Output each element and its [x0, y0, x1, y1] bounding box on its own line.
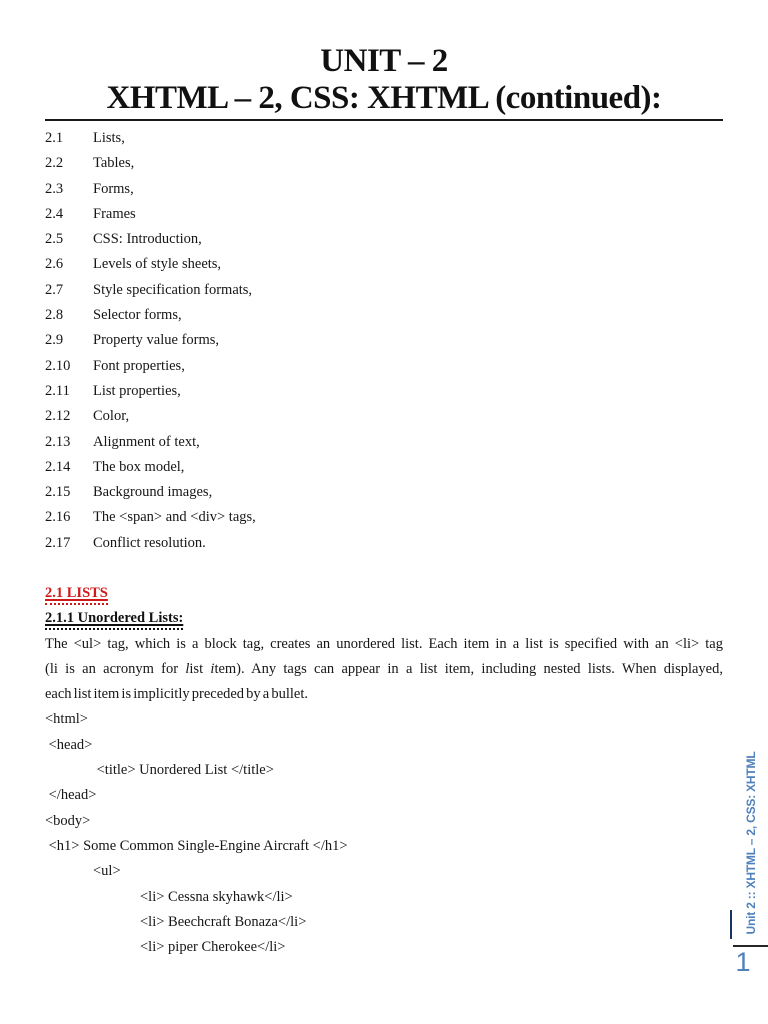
section-heading-unordered-lists: 2.1.1 Unordered Lists: — [45, 606, 723, 631]
toc-row — [45, 480, 723, 505]
toc-row — [45, 404, 723, 429]
code-line: </head> — [45, 787, 97, 804]
code-line: <html> — [45, 711, 88, 728]
toc-item-number: 2.6 — [45, 256, 64, 273]
paragraph-line — [45, 632, 723, 657]
paragraph-line — [45, 657, 723, 682]
toc-row — [45, 354, 723, 379]
toc-row — [45, 531, 723, 556]
toc-item-label: Conflict resolution. — [93, 534, 206, 551]
body-text: each list item is implicitly preceded by a bullet. — [45, 686, 309, 703]
sidebar-tick-line — [730, 910, 732, 939]
toc-item-number: 2.5 — [45, 231, 64, 248]
toc-item-number: 2.2 — [45, 155, 64, 172]
body-text: ist — [189, 660, 211, 677]
toc-row — [45, 455, 723, 480]
italic-text: l — [185, 660, 190, 677]
toc-row — [45, 126, 723, 151]
toc-item-label: Background images, — [93, 484, 213, 501]
toc-item-number: 2.1 — [45, 130, 64, 146]
paragraph-line — [45, 682, 723, 707]
toc-row — [45, 227, 723, 252]
toc-row — [45, 379, 723, 404]
unit-title: UNIT – 2 — [320, 43, 448, 79]
toc-row — [45, 177, 723, 202]
toc-row — [45, 303, 723, 328]
code-line: <ul> — [93, 863, 121, 880]
code-line: <title> Unordered List </title> — [93, 762, 274, 779]
body-text: The <ul> tag, which is a block tag, creates an unordered list. Each item in a list is specified with an <li> tag — [45, 635, 723, 652]
page-number: 1 — [735, 947, 751, 977]
toc-item-number: 2.7 — [45, 281, 64, 298]
toc-item-number: 2.17 — [45, 534, 71, 551]
code-line: <li> Beechcraft Bonaza</li> — [140, 913, 307, 930]
title-block — [45, 43, 723, 121]
toc-item-number: 2.10 — [45, 357, 71, 374]
toc-item-label: Lists, — [93, 130, 125, 146]
sidebar-rotated-caption: Unit 2 :: XHTML – 2, CSS: XHTML — [744, 751, 758, 935]
toc-item-label: Frames — [93, 205, 136, 222]
body-text: (li is an acronym for — [45, 660, 186, 677]
code-line: <head> — [45, 736, 93, 753]
toc-item-number: 2.9 — [45, 332, 64, 349]
toc-item-label: Selector forms, — [93, 307, 182, 324]
toc-item-label: Forms, — [93, 180, 134, 197]
toc-row — [45, 430, 723, 455]
toc-item-label: Property value forms, — [93, 332, 220, 349]
toc-row — [45, 252, 723, 277]
toc-item-number: 2.12 — [45, 408, 71, 425]
toc-item-number: 2.11 — [45, 382, 70, 399]
toc-item-number: 2.14 — [45, 458, 71, 475]
toc-item-label: Font properties, — [93, 357, 185, 374]
code-line: <h1> Some Common Single-Engine Aircraft </h1> — [45, 837, 348, 854]
toc-item-number: 2.8 — [45, 307, 64, 324]
article-body — [45, 581, 723, 960]
code-line: <li> piper Cherokee</li> — [140, 939, 286, 956]
toc-row — [45, 278, 723, 303]
toc-item-label: Alignment of text, — [93, 433, 200, 450]
toc-item-label: Levels of style sheets, — [93, 256, 222, 273]
toc-list — [45, 126, 723, 556]
toc-item-number: 2.15 — [45, 484, 71, 501]
chapter-title: XHTML – 2, CSS: XHTML (continued): — [106, 80, 662, 116]
code-line: <li> Cessna skyhawk</li> — [140, 888, 293, 905]
toc-item-number: 2.16 — [45, 509, 71, 526]
toc-item-label: List properties, — [93, 382, 181, 399]
toc-row — [45, 328, 723, 353]
toc-item-number: 2.4 — [45, 205, 64, 222]
intro-paragraph — [45, 632, 723, 708]
toc-item-label: Color, — [93, 408, 130, 425]
code-line: <body> — [45, 812, 91, 829]
toc-item-label: The <span> and <div> tags, — [93, 509, 256, 526]
italic-text: i — [210, 660, 215, 677]
code-block — [45, 707, 723, 960]
toc-item-label: CSS: Introduction, — [93, 231, 202, 248]
section-heading-lists: 2.1 LISTS — [45, 581, 723, 606]
toc-item-label: The box model, — [93, 458, 185, 475]
body-text: tem). Any tags can appear in a list item, including nested lists. When displayed, — [214, 660, 723, 677]
toc-item-number: 2.3 — [45, 180, 64, 197]
toc-item-number: 2.13 — [45, 433, 71, 450]
toc-row — [45, 151, 723, 176]
toc-item-label: Tables, — [93, 155, 135, 172]
toc-row — [45, 202, 723, 227]
toc-item-label: Style specification formats, — [93, 281, 253, 298]
toc-row — [45, 505, 723, 530]
